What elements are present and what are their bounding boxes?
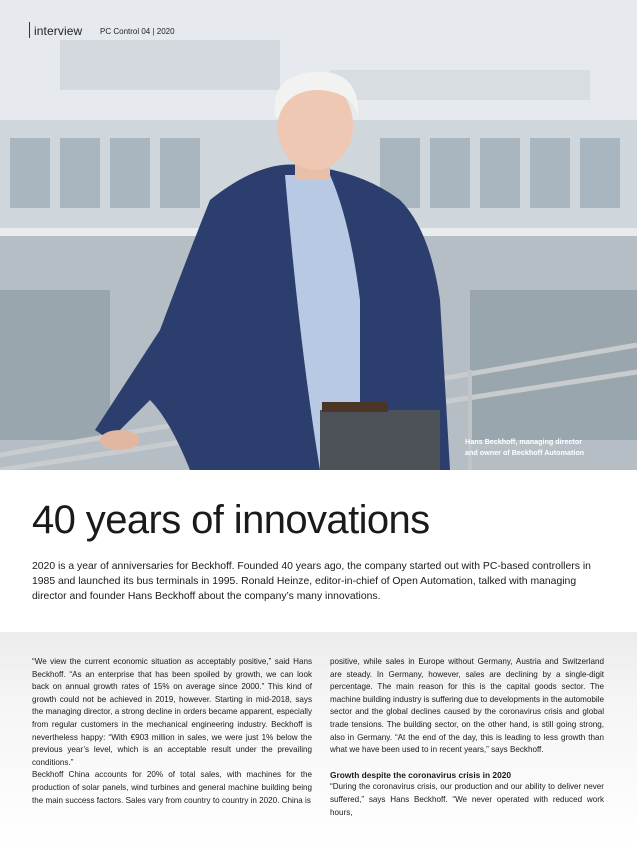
page-header	[0, 0, 637, 40]
article-column-left	[32, 656, 312, 807]
paragraph: positive, while sales in Europe without Germany, Austria and Switzerland are steady. In Germany, however, sales are declining by a single-digit percentage. The main reason for this is the capital goods sector. The machine building industry is suffering due to developments in the automobile sector and the global declines caused by the coronavirus crisis and global trade tensions. The building sector, on the other hand, is still going strong, also in Germany. “At the end of the day, this is leading to less growth than what we have been used to in recent years,” says Beckhoff.	[330, 657, 604, 755]
article-lead: 2020 is a year of anniversaries for Beckhoff. Founded 40 years ago, the company started out with PC-based controllers in 1985 and launched its bus terminals in 1995. Ronald Heinze, editor-in-chief of Open Automation, talked with managing director and founder Hans Beckhoff about the company’s many innovations.	[32, 561, 591, 603]
caption-line-2: and owner of Beckhoff Automation	[465, 448, 585, 457]
article-column-right	[330, 656, 604, 819]
paragraph: Beckhoff China accounts for 20% of total sales, with machines for the production of solar panels, wind turbines and general machine building being the main success factors. Sales vary from country to country in 2020. China is	[32, 770, 312, 805]
photo-caption	[465, 436, 615, 458]
subheading: Growth despite the coronavirus crisis in 2020	[330, 769, 512, 780]
section-label: interview	[34, 24, 83, 38]
issue-label: PC Control 04 | 2020	[100, 27, 175, 36]
caption-line-1: Hans Beckhoff, managing director	[465, 437, 583, 446]
paragraph: “We view the current economic situation as acceptably positive,” said Hans Beckhoff. “As an enterprise that has been spoiled by growth, we can look back on annual growth rates of 15% on average since 2000.” This kind of growth could not be achieved in 2019, however. Starting in mid-2018, says the managing director, a strong decline in orders became apparent, especially from regular customers in the mechanical engineering industry. Beckhoff is nevertheless happy: “With €903 million in sales, we were just 1% below the previous year’s level, which is an acceptable result under the prevailing conditions.”	[32, 657, 312, 767]
paragraph: “During the coronavirus crisis, our production and our ability to deliver never suffered,” says Hans Beckhoff. “We never operated with reduced work hours,	[330, 782, 604, 817]
header-rule	[29, 22, 30, 38]
article-title: 40 years of innovations	[32, 498, 430, 542]
